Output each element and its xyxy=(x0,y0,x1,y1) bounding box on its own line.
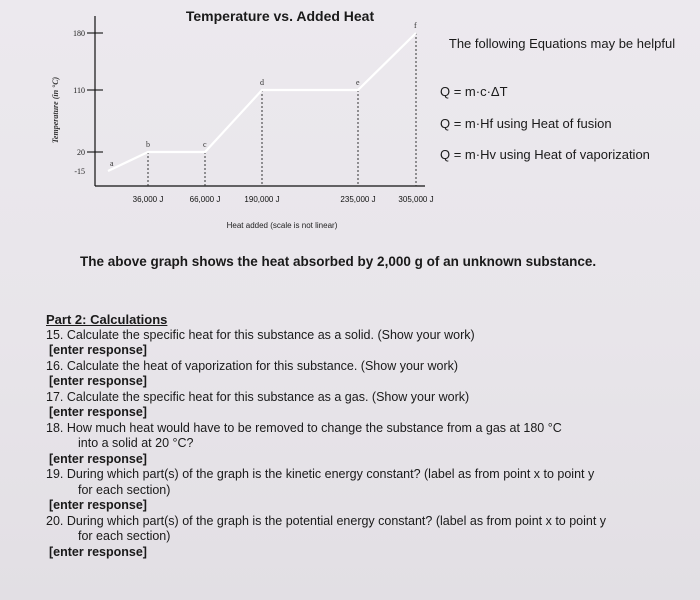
section-title: Part 2: Calculations xyxy=(46,312,168,327)
question-18 xyxy=(46,421,686,452)
x-tick-label: 190,000 J xyxy=(244,195,280,204)
response-18[interactable]: [enter response] xyxy=(49,451,147,466)
calculations-section xyxy=(46,312,686,560)
x-axis-label: Heat added (scale is not linear) xyxy=(226,221,338,230)
point-label: f xyxy=(414,21,417,30)
point-label: b xyxy=(146,140,150,149)
question-16 xyxy=(46,359,686,375)
question-number: 17. xyxy=(46,389,64,404)
question-text: During which part(s) of the graph is the kinetic energy constant? (label as from point x to point y xyxy=(66,467,595,481)
x-tick-label: 235,000 J xyxy=(340,195,376,204)
question-text: How much heat would have to be removed to change the substance from a gas at 180 °C xyxy=(66,420,562,435)
question-text: During which part(s) of the graph is the potential energy constant? (label as from point x to point y xyxy=(66,513,607,528)
y-tick-label: -15 xyxy=(74,167,85,176)
x-tick-label: 305,000 J xyxy=(398,195,434,204)
equations-box xyxy=(432,36,692,52)
y-tick-label: 180 xyxy=(73,29,85,38)
chart-title: Temperature vs. Added Heat xyxy=(185,8,375,24)
question-text-continued: for each section) xyxy=(78,482,171,497)
question-number: 20. xyxy=(46,513,64,528)
y-tick-label: 20 xyxy=(77,148,85,157)
graph-summary: The above graph shows the heat absorbed by 2,000 g of an unknown substance. xyxy=(80,254,597,269)
question-text: Calculate the heat of vaporization for this substance. (Show your work) xyxy=(66,358,459,373)
point-label: c xyxy=(203,140,207,149)
equation-heat-of-fusion: Q = m·Hf using Heat of fusion xyxy=(440,116,612,131)
y-tick-label: 110 xyxy=(73,86,85,95)
question-text-continued: for each section) xyxy=(78,529,171,543)
x-tick-label: 66,000 J xyxy=(189,195,221,204)
response-17[interactable]: [enter response] xyxy=(49,405,147,419)
y-axis-label: Temperature (in °C) xyxy=(51,76,60,144)
equations-intro: The following Equations may be helpful xyxy=(448,36,676,51)
point-label: d xyxy=(260,78,264,87)
point-label: e xyxy=(356,78,360,87)
question-19 xyxy=(46,467,686,498)
equation-heat-of-vaporization: Q = m·Hv using Heat of vaporization xyxy=(440,147,650,162)
question-20 xyxy=(46,514,686,545)
temperature-heat-chart xyxy=(0,0,440,240)
question-15 xyxy=(46,328,686,344)
question-number: 18. xyxy=(46,420,64,435)
question-number: 19. xyxy=(46,467,64,481)
response-15[interactable]: [enter response] xyxy=(49,343,147,357)
question-number: 16. xyxy=(46,358,64,373)
question-text-continued: into a solid at 20 °C? xyxy=(78,436,194,450)
question-17 xyxy=(46,390,686,406)
question-number: 15. xyxy=(46,327,64,342)
response-16[interactable]: [enter response] xyxy=(49,374,147,388)
x-tick-label: 36,000 J xyxy=(132,195,164,204)
equation-specific-heat: Q = m·c·ΔT xyxy=(440,84,508,99)
point-label: a xyxy=(110,159,114,168)
response-20[interactable]: [enter response] xyxy=(49,544,147,559)
question-text: Calculate the specific heat for this substance as a solid. (Show your work) xyxy=(66,327,475,342)
question-text: Calculate the specific heat for this substance as a gas. (Show your work) xyxy=(66,389,470,404)
response-19[interactable]: [enter response] xyxy=(49,498,147,512)
